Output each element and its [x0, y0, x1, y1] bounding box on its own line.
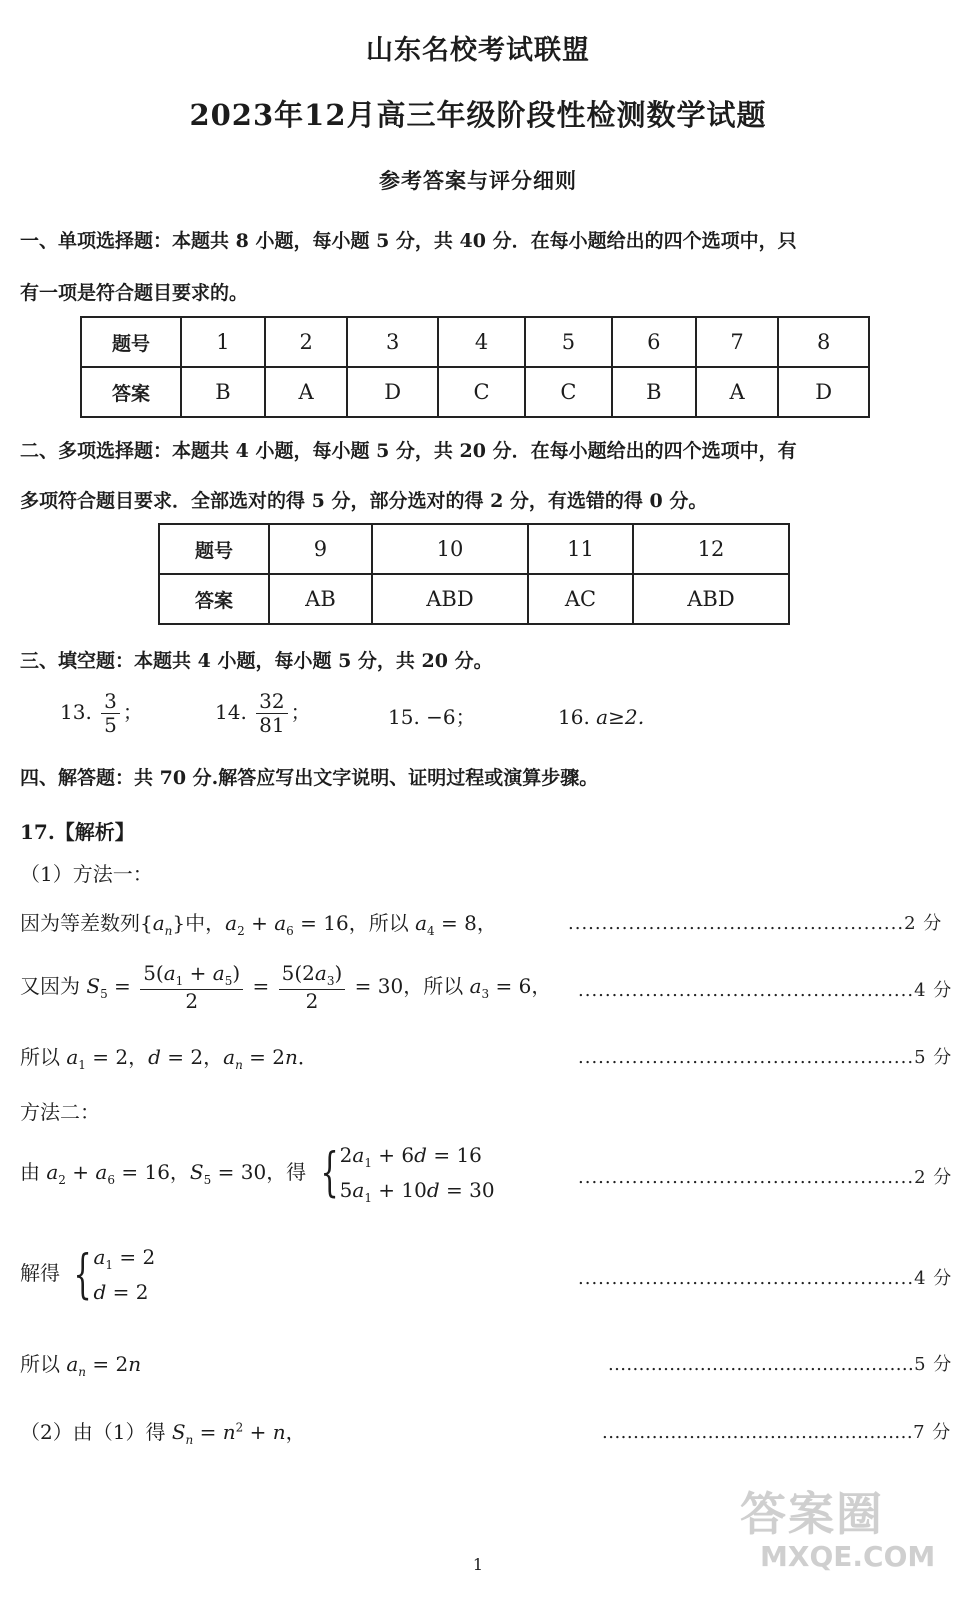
step-equation: 因为等差数列$\{a_n\}$中，$a_2 + a_6 = 16$，所以 $a_4 = 8$， — [20, 911, 497, 938]
watermark-url: MXQE.COM — [760, 1540, 936, 1573]
exam-title: 2023年12月高三年级阶段性检测数学试题 — [189, 98, 767, 132]
part1-method1-label: （1）方法一： — [20, 862, 153, 886]
numerator: 3 — [101, 690, 120, 714]
leader-dots: .................................................. — [578, 1047, 915, 1068]
row-label: 题号 — [81, 317, 181, 367]
row-label: 题号 — [159, 524, 269, 574]
denominator: 5 — [104, 713, 117, 737]
question-number: 4 — [438, 317, 525, 367]
score-points: 4 分 — [914, 980, 953, 1001]
score-line — [578, 976, 952, 1002]
row-label: 答案 — [81, 367, 181, 417]
step-equation: 解得 { $a_1 = 2$ d = 2 — [20, 1244, 156, 1305]
score-line — [578, 1163, 952, 1189]
leader-dots: .................................................. — [568, 913, 905, 934]
question-number: 2 — [265, 317, 348, 367]
question-number: 10 — [372, 524, 528, 574]
step-equation: 由 $a_2 + a_6 = 16$，$S_5 = 30$，得 { $2a_1 + 6d = 16$ $5a_1 + 10d = 30$ — [20, 1143, 495, 1206]
question-number: 12 — [633, 524, 789, 574]
score-line — [602, 1418, 951, 1444]
denominator: 81 — [259, 713, 285, 737]
q17-title: 17.【解析】 — [20, 820, 135, 844]
method2-label: 方法二： — [20, 1100, 100, 1124]
answer-cell: C — [438, 367, 525, 417]
numerator: 32 — [256, 690, 287, 714]
question-number: 9 — [269, 524, 372, 574]
table-row — [81, 317, 869, 367]
question-number: 1 — [181, 317, 265, 367]
answer-value: −6； — [426, 705, 476, 729]
answer-cell: B — [181, 367, 265, 417]
watermark-logo: 答案圈 — [740, 1487, 884, 1541]
score-line — [578, 1043, 952, 1069]
score-points: 2 分 — [914, 1167, 953, 1188]
leader-dots: .................................................. — [578, 1268, 915, 1289]
separator: ； — [122, 700, 143, 724]
fraction — [256, 690, 287, 737]
answer-cell: A — [696, 367, 779, 417]
section3-heading: 三、填空题：本题共 4 小题，每小题 5 分，共 20 分。 — [20, 650, 493, 672]
answer-cell: AB — [269, 574, 372, 624]
fill-answer-13 — [60, 690, 143, 737]
score-points: 2 分 — [904, 913, 943, 934]
score-line — [608, 1350, 952, 1376]
answer-value: a≥2． — [596, 705, 658, 729]
leader-dots: .................................................. — [608, 1354, 915, 1375]
section4-heading: 四、解答题：共 70 分.解答应写出文字说明、证明过程或演算步骤。 — [20, 767, 599, 789]
step-equation: （2）由（1）得 $S_n = n^2 + n$， — [20, 1420, 306, 1447]
question-number: 15. — [388, 705, 420, 729]
question-number: 5 — [525, 317, 612, 367]
answer-cell: B — [612, 367, 696, 417]
separator: ； — [290, 700, 311, 724]
fill-answer-15 — [388, 701, 476, 730]
score-points: 7 分 — [913, 1422, 952, 1443]
leader-dots: .................................................. — [578, 980, 915, 1001]
table-row — [81, 367, 869, 417]
leader-dots: .................................................. — [602, 1422, 914, 1443]
step-equation: 所以 $a_1 = 2$，d = 2，$a_n = 2n$． — [20, 1045, 318, 1072]
answer-cell: AC — [528, 574, 633, 624]
score-points: 5 分 — [914, 1047, 953, 1068]
score-line — [568, 909, 942, 935]
question-number: 13. — [60, 700, 92, 724]
row-label: 答案 — [159, 574, 269, 624]
score-points: 5 分 — [914, 1354, 953, 1375]
answer-cell: A — [265, 367, 348, 417]
section1-instructions-line1: 一、单项选择题：本题共 8 小题，每小题 5 分，共 40 分．在每小题给出的四个选项中，只 — [20, 230, 797, 252]
fill-answer-16 — [558, 701, 658, 730]
page-number: 1 — [472, 1555, 484, 1574]
fill-answer-14 — [215, 690, 311, 737]
score-points: 4 分 — [914, 1268, 953, 1289]
question-number: 7 — [696, 317, 779, 367]
section2-answer-table — [158, 523, 790, 625]
step-equation: 所以 $a_n = 2n$ — [20, 1352, 142, 1379]
section1-instructions-line2: 有一项是符合题目要求的。 — [20, 282, 249, 304]
question-number: 14. — [215, 700, 247, 724]
answer-cell: D — [778, 367, 869, 417]
question-number: 6 — [612, 317, 696, 367]
table-row — [159, 524, 789, 574]
answer-cell: ABD — [633, 574, 789, 624]
section2-instructions-line1: 二、多项选择题：本题共 4 小题，每小题 5 分，共 20 分．在每小题给出的四个选项中，有 — [20, 440, 797, 462]
leader-dots: .................................................. — [578, 1167, 915, 1188]
answer-cell: C — [525, 367, 612, 417]
question-number: 11 — [528, 524, 633, 574]
question-number: 3 — [347, 317, 438, 367]
question-number: 8 — [778, 317, 869, 367]
fraction — [101, 690, 120, 737]
answer-key-subtitle: 参考答案与评分细则 — [379, 168, 577, 193]
league-title: 山东名校考试联盟 — [366, 35, 590, 66]
question-number: 16. — [558, 705, 590, 729]
section1-answer-table — [80, 316, 870, 418]
section2-instructions-line2: 多项符合题目要求．全部选对的得 5 分，部分选对的得 2 分，有选错的得 0 分。 — [20, 490, 708, 512]
answer-cell: ABD — [372, 574, 528, 624]
score-line — [578, 1264, 952, 1290]
step-equation: 又因为 $S_5$ = $\frac{5(a_1 + a_5)}{2}$ = $\frac{5(2a_3)}{2}$ = 30，所以 $a_3 = 6$， — [20, 961, 552, 1013]
answer-cell: D — [347, 367, 438, 417]
table-row — [159, 574, 789, 624]
